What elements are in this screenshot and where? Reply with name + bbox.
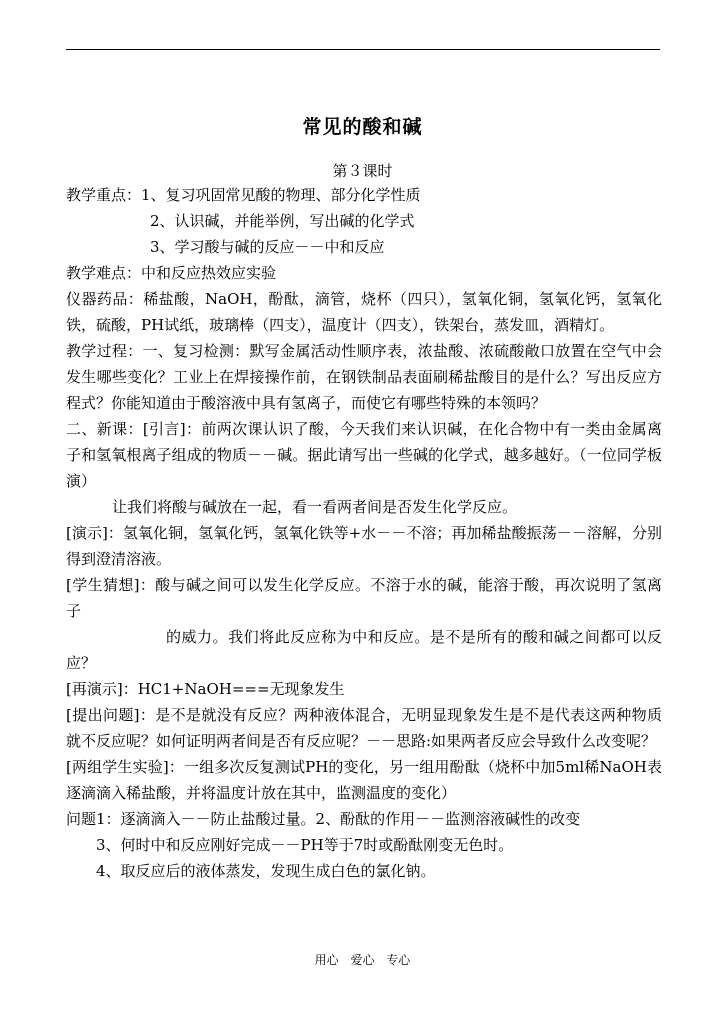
new-lesson-intro: 二、新课：[引言]：前两次课认识了酸，今天我们来认识碱，在化合物中有一类由金属离子和氢氧根离子组成的物质－－碱。据此请写出一些碱的化学式，越多越好。（一位同学板演）	[66, 420, 662, 490]
teaching-focus: 教学重点：1、复习巩固常见酸的物理、部分化学性质	[66, 186, 421, 204]
teaching-focus-item-2: 2、认识碱，并能举例，写出碱的化学式	[150, 212, 415, 230]
document-title: 常见的酸和碱	[302, 116, 423, 138]
document-body	[66, 182, 662, 884]
paragraph-redemo: [再演示]：HC1+NaOH===无现象发生	[66, 680, 345, 698]
lesson-number: 第３课时	[332, 162, 393, 180]
paragraph-question: [提出问题]：是不是就没有反应？两种液体混合，无明显现象发生是不是代表这两种物质就不反应呢？如何证明两者间是否有反应呢？－－思路:如果两者反应会导致什么改变呢？	[66, 706, 662, 750]
header-rule	[66, 49, 660, 50]
paragraph-experiment: [两组学生实验]：一组多次反复测试PH的变化，另一组用酚酞（烧杯中加5ml稀NaOH表逐滴滴入稀盐酸，并将温度计放在其中，监测温度的变化）	[66, 758, 662, 802]
paragraph-student-guess: [学生猜想]：酸与碱之间可以发生化学反应。不溶于水的碱，能溶于酸，再次说明了氢离子	[66, 576, 662, 620]
teaching-difficulty: 教学难点：中和反应热效应实验	[66, 264, 277, 282]
paragraph-demo: [演示]：氢氧化铜，氢氧化钙，氢氧化铁等+水－－不溶；再加稀盐酸振荡－－溶解，分别得到澄清溶液。	[66, 524, 662, 568]
paragraph-neutralization: 的威力。我们将此反应称为中和反应。是不是所有的酸和碱之间都可以反应？	[66, 628, 662, 672]
equipment-list: 仪器药品：稀盐酸，NaOH，酚酞，滴管，烧杯（四只），氢氧化铜，氢氧化钙，氢氧化铁，硫酸，PH试纸，玻璃棒（四支），温度计（四支），铁架台，蒸发皿，酒精灯。	[66, 290, 662, 334]
paragraph-problem-3: 3、何时中和反应刚好完成－－PH等于7时或酚酞刚变无色时。	[96, 836, 514, 854]
page-footer: 用心 爱心 专心	[314, 953, 411, 967]
teaching-focus-item-3: 3、学习酸与碱的反应－－中和反应	[150, 238, 385, 256]
paragraph-acid-base: 让我们将酸与碱放在一起，看一看两者间是否发生化学反应。	[112, 498, 518, 516]
paragraph-problem-4: 4、取反应后的液体蒸发，发现生成白色的氯化钠。	[96, 862, 436, 880]
teaching-process: 教学过程：一、复习检测：默写金属活动性顺序表，浓盐酸、浓硫酸敞口放置在空气中会发生哪些变化？工业上在焊接操作前，在钢铁制品表面刷稀盐酸目的是什么？写出反应方程式？你能知道由于酸溶液中具有氢离子，而使它有哪些特殊的本领吗？	[66, 342, 662, 412]
paragraph-problem-1: 问题1：逐滴滴入－－防止盐酸过量。2、酚酞的作用－－监测溶液碱性的改变	[66, 810, 581, 828]
